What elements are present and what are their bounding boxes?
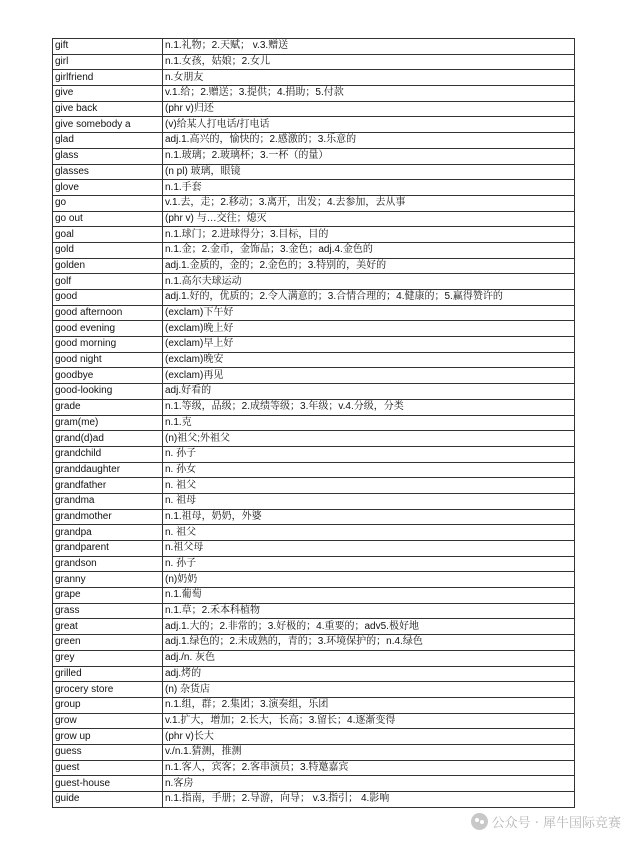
word-cell: good-looking (53, 384, 163, 400)
word-cell: guide (53, 792, 163, 808)
word-cell: grow (53, 713, 163, 729)
vocabulary-table (52, 38, 575, 808)
definition-cell: n. 祖父 (163, 478, 575, 494)
definition-cell: (n)奶奶 (163, 572, 575, 588)
table-row (53, 462, 575, 478)
table-row (53, 697, 575, 713)
word-cell: give (53, 86, 163, 102)
definition-cell: (exclam)再见 (163, 368, 575, 384)
table-row (53, 650, 575, 666)
table-row (53, 792, 575, 808)
definition-cell: n.1.女孩，姑娘；2.女儿 (163, 54, 575, 70)
table-row (53, 478, 575, 494)
word-cell: grass (53, 603, 163, 619)
word-cell: grey (53, 650, 163, 666)
definition-cell: (exclam)晚上好 (163, 321, 575, 337)
word-cell: green (53, 635, 163, 651)
table-row (53, 54, 575, 70)
word-cell: glasses (53, 164, 163, 180)
definition-cell: n.1.玻璃；2.玻璃杯；3.一杯（的量） (163, 148, 575, 164)
definition-cell: (phr v)归还 (163, 101, 575, 117)
table-row (53, 368, 575, 384)
table-row (53, 776, 575, 792)
definition-cell: (phr v) 与…交往；熄灭 (163, 211, 575, 227)
definition-cell: v./n.1.猜测，推测 (163, 744, 575, 760)
table-row (53, 760, 575, 776)
definition-cell: v.1.去，走；2.移动；3.离开，出发；4.去参加，去从事 (163, 195, 575, 211)
word-cell: glass (53, 148, 163, 164)
definition-cell: n.1.礼物；2.天赋； v.3.赠送 (163, 39, 575, 55)
word-cell: granddaughter (53, 462, 163, 478)
definition-cell: n. 孙女 (163, 462, 575, 478)
table-row (53, 572, 575, 588)
definition-cell: n.客房 (163, 776, 575, 792)
definition-cell: n.1.手套 (163, 180, 575, 196)
word-cell: guest-house (53, 776, 163, 792)
definition-cell: (exclam)晚安 (163, 352, 575, 368)
definition-cell: n. 孙子 (163, 556, 575, 572)
word-cell: good morning (53, 337, 163, 353)
table-row (53, 337, 575, 353)
definition-cell: n. 孙子 (163, 446, 575, 462)
table-row (53, 619, 575, 635)
word-cell: gift (53, 39, 163, 55)
word-cell: gold (53, 242, 163, 258)
word-cell: guest (53, 760, 163, 776)
definition-cell: (n)祖父;外祖父 (163, 431, 575, 447)
word-cell: goodbye (53, 368, 163, 384)
table-row (53, 541, 575, 557)
table-row (53, 415, 575, 431)
word-cell: grow up (53, 729, 163, 745)
definition-cell: n. 祖母 (163, 493, 575, 509)
table-row (53, 666, 575, 682)
wechat-icon (471, 813, 488, 830)
word-cell: grandson (53, 556, 163, 572)
word-cell: glove (53, 180, 163, 196)
word-cell: good evening (53, 321, 163, 337)
word-cell: goal (53, 227, 163, 243)
definition-cell: v.1.给；2.赠送；3.提供；4.捐助；5.付款 (163, 86, 575, 102)
word-cell: go (53, 195, 163, 211)
table-row (53, 70, 575, 86)
word-cell: grandparent (53, 541, 163, 557)
table-row (53, 352, 575, 368)
watermark (471, 812, 621, 831)
table-row (53, 305, 575, 321)
word-cell: guess (53, 744, 163, 760)
word-cell: good night (53, 352, 163, 368)
table-row (53, 399, 575, 415)
table-row (53, 682, 575, 698)
table-row (53, 603, 575, 619)
table-row (53, 86, 575, 102)
table-row (53, 493, 575, 509)
table-row (53, 290, 575, 306)
word-cell: grand(d)ad (53, 431, 163, 447)
definition-cell: n.女朋友 (163, 70, 575, 86)
word-cell: go out (53, 211, 163, 227)
word-cell: grandchild (53, 446, 163, 462)
definition-cell: (n pl) 玻璃，眼镜 (163, 164, 575, 180)
definition-cell: (exclam)下午好 (163, 305, 575, 321)
definition-cell: adj.1.高兴的，愉快的；2.感激的；3.乐意的 (163, 133, 575, 149)
table-row (53, 180, 575, 196)
vocabulary-table-body (53, 39, 575, 808)
word-cell: gram(me) (53, 415, 163, 431)
table-row (53, 713, 575, 729)
table-row (53, 117, 575, 133)
table-row (53, 133, 575, 149)
definition-cell: (v)给某人打电话/打电话 (163, 117, 575, 133)
table-row (53, 744, 575, 760)
word-cell: grandma (53, 493, 163, 509)
table-row (53, 509, 575, 525)
table-row (53, 101, 575, 117)
word-cell: girl (53, 54, 163, 70)
definition-cell: adj.1.好的，优质的；2.令人满意的；3.合情合理的；4.健康的；5.赢得赞许的 (163, 290, 575, 306)
definition-cell: n.1.指南，手册；2.导游，向导； v.3.指引； 4.影响 (163, 792, 575, 808)
definition-cell: adj./n. 灰色 (163, 650, 575, 666)
table-row (53, 148, 575, 164)
watermark-text: 公众号 · 犀牛国际竞赛 (491, 816, 621, 831)
table-row (53, 556, 575, 572)
table-row (53, 39, 575, 55)
definition-cell: (phr v)长大 (163, 729, 575, 745)
word-cell: grade (53, 399, 163, 415)
definition-cell: n.祖父母 (163, 541, 575, 557)
definition-cell: n.1.葡萄 (163, 588, 575, 604)
table-row (53, 525, 575, 541)
table-row (53, 274, 575, 290)
table-row (53, 195, 575, 211)
definition-cell: n.1.等级，品级；2.成绩等级；3.年级；v.4.分级，分类 (163, 399, 575, 415)
definition-cell: n.1.客人，宾客；2.客串演员；3.特邀嘉宾 (163, 760, 575, 776)
definition-cell: adj.1.金质的，金的；2.金色的；3.特别的，美好的 (163, 258, 575, 274)
table-row (53, 164, 575, 180)
word-cell: good afternoon (53, 305, 163, 321)
word-cell: grandfather (53, 478, 163, 494)
table-row (53, 258, 575, 274)
word-cell: group (53, 697, 163, 713)
definition-cell: (n) 杂货店 (163, 682, 575, 698)
definition-cell: adj.好看的 (163, 384, 575, 400)
word-cell: granny (53, 572, 163, 588)
word-cell: great (53, 619, 163, 635)
table-row (53, 729, 575, 745)
definition-cell: n.1.草；2.禾本科植物 (163, 603, 575, 619)
definition-cell: (exclam)早上好 (163, 337, 575, 353)
table-row (53, 384, 575, 400)
definition-cell: n.1.金；2.金币，金饰品；3.金色；adj.4.金色的 (163, 242, 575, 258)
definition-cell: n.1.组，群；2.集团；3.演奏组，乐团 (163, 697, 575, 713)
definition-cell: n. 祖父 (163, 525, 575, 541)
definition-cell: v.1.扩大，增加；2.长大，长高；3.留长；4.逐渐变得 (163, 713, 575, 729)
word-cell: grape (53, 588, 163, 604)
table-row (53, 431, 575, 447)
word-cell: grilled (53, 666, 163, 682)
word-cell: golf (53, 274, 163, 290)
definition-cell: n.1.克 (163, 415, 575, 431)
word-cell: grandpa (53, 525, 163, 541)
word-cell: give somebody a (53, 117, 163, 133)
table-row (53, 321, 575, 337)
table-row (53, 635, 575, 651)
word-cell: girlfriend (53, 70, 163, 86)
definition-cell: n.1.祖母，奶奶，外婆 (163, 509, 575, 525)
table-row (53, 227, 575, 243)
definition-cell: adj.1.大的；2.非常的；3.好极的；4.重要的；adv5.极好地 (163, 619, 575, 635)
word-cell: good (53, 290, 163, 306)
definition-cell: n.1.高尔夫球运动 (163, 274, 575, 290)
word-cell: grocery store (53, 682, 163, 698)
word-cell: give back (53, 101, 163, 117)
definition-cell: adj.1.绿色的；2.未成熟的，青的；3.环境保护的；n.4.绿色 (163, 635, 575, 651)
word-cell: grandmother (53, 509, 163, 525)
table-row (53, 446, 575, 462)
table-row (53, 242, 575, 258)
table-row (53, 588, 575, 604)
table-row (53, 211, 575, 227)
word-cell: glad (53, 133, 163, 149)
definition-cell: n.1.球门；2.进球得分；3.目标，目的 (163, 227, 575, 243)
word-cell: golden (53, 258, 163, 274)
definition-cell: adj.烤的 (163, 666, 575, 682)
